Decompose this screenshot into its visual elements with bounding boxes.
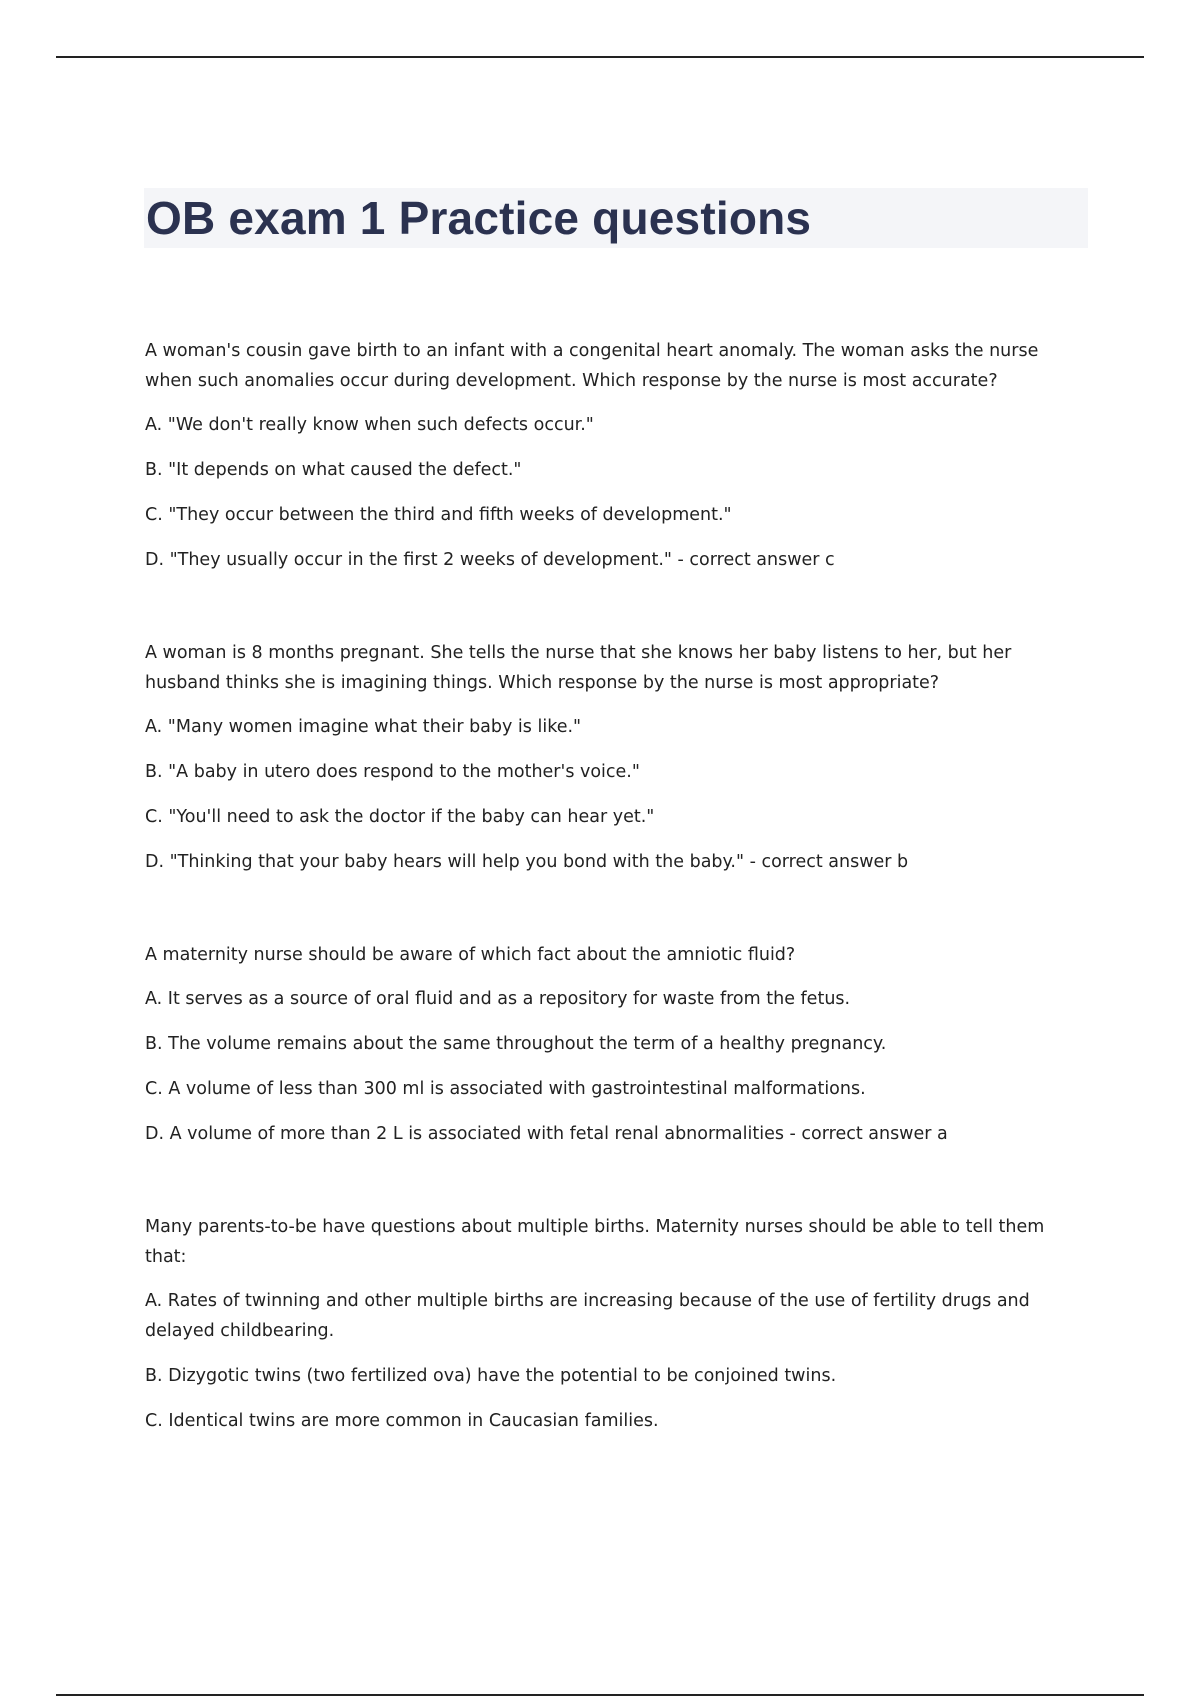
answer-option-a: A. "Many women imagine what their baby is like." xyxy=(145,717,582,737)
answer-option-a: A. It serves as a source of oral fluid and as a repository for waste from the fetus. xyxy=(145,989,851,1009)
answer-option-d: D. "They usually occur in the first 2 weeks of development." - correct answer c xyxy=(145,550,835,570)
question-stem: A maternity nurse should be aware of which fact about the amniotic fluid? xyxy=(145,945,796,965)
question-block xyxy=(145,638,1080,892)
page-title: OB exam 1 Practice questions xyxy=(146,192,812,244)
answer-option-b: B. The volume remains about the same throughout the term of a healthy pregnancy. xyxy=(145,1034,887,1054)
question-stem: A woman is 8 months pregnant. She tells the nurse that she knows her baby listens to her, but her husband thinks she is imagining things. Which response by the nurse is most appropriate? xyxy=(145,643,1012,693)
top-divider xyxy=(56,56,1144,58)
answer-option-b: B. Dizygotic twins (two fertilized ova) have the potential to be conjoined twins. xyxy=(145,1366,837,1386)
question-block xyxy=(145,1212,1080,1451)
answer-option-c: C. "You'll need to ask the doctor if the baby can hear yet." xyxy=(145,807,655,827)
answer-option-c: C. Identical twins are more common in Caucasian families. xyxy=(145,1411,659,1431)
answer-option-b: B. "A baby in utero does respond to the mother's voice." xyxy=(145,762,640,782)
question-stem: A woman's cousin gave birth to an infant with a congenital heart anomaly. The woman asks the nurse when such anomalies occur during development. Which response by the nurse is most accurate? xyxy=(145,341,1039,391)
bottom-divider xyxy=(56,1694,1144,1696)
answer-option-b: B. "It depends on what caused the defect." xyxy=(145,460,522,480)
answer-option-a: A. Rates of twinning and other multiple births are increasing because of the use of fertility drugs and delayed childbearing. xyxy=(145,1291,1030,1341)
question-block xyxy=(145,336,1080,590)
answer-option-d: D. A volume of more than 2 L is associated with fetal renal abnormalities - correct answer a xyxy=(145,1124,948,1144)
answer-option-c: C. A volume of less than 300 ml is associated with gastrointestinal malformations. xyxy=(145,1079,866,1099)
answer-option-d: D. "Thinking that your baby hears will help you bond with the baby." - correct answer b xyxy=(145,852,909,872)
question-block xyxy=(145,940,1080,1164)
answer-option-c: C. "They occur between the third and fifth weeks of development." xyxy=(145,505,732,525)
question-stem: Many parents-to-be have questions about multiple births. Maternity nurses should be able to tell them that: xyxy=(145,1217,1045,1267)
answer-option-a: A. "We don't really know when such defects occur." xyxy=(145,415,594,435)
